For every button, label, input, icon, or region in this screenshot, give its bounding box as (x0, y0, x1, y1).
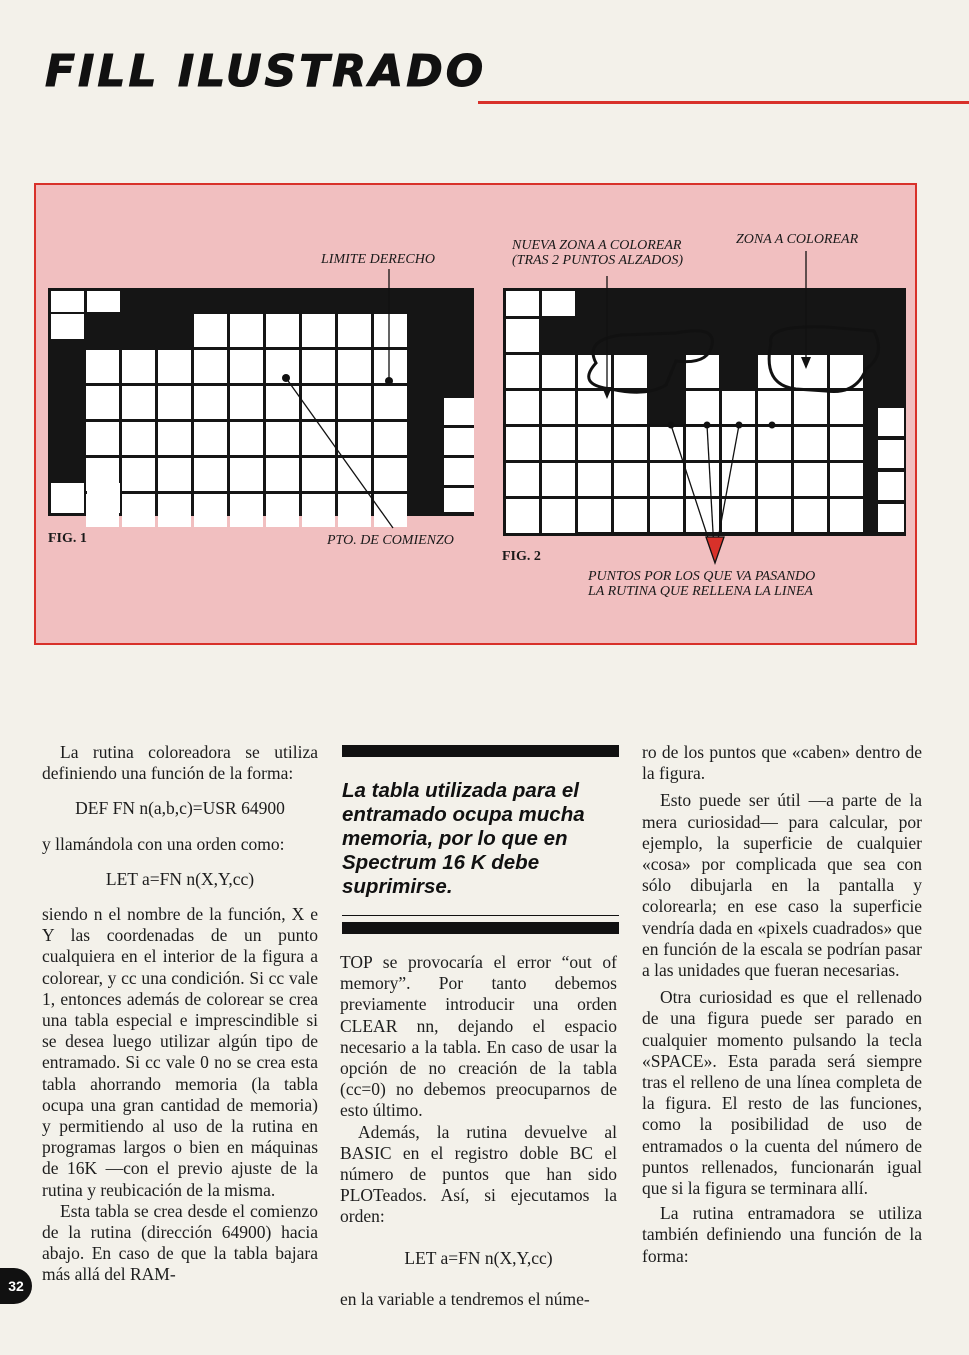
col2-p3: en la variable a tendremos el núme- (340, 1288, 590, 1309)
col3-p1: ro de los puntos que «caben» dentro de la figura. (642, 742, 922, 784)
column-3 (642, 742, 922, 1267)
col3-p4: La rutina entramadora se utiliza también definiendo una función de la forma: (642, 1203, 922, 1266)
column-2 (340, 952, 617, 1310)
col1-code1: DEF FN n(a,b,c)=USR 64900 (75, 798, 285, 819)
fig1-label: FIG. 1 (48, 531, 87, 546)
label-pto-comienzo: PTO. DE COMIENZO (327, 533, 454, 548)
fig2-label: FIG. 2 (502, 549, 541, 564)
quote-top-bar (342, 745, 619, 757)
puntos-arrowhead (706, 537, 724, 563)
col3-p3: Otra curiosidad es que el rellenado de una figura puede ser parado en cualquier momento pulsando la tecla «SPACE». Esta parada será siempre tras el relleno de una línea completa de la figura. El resto de las funciones, como la posibilidad de uso de entramados o la cuenta del número de puntos rellenados, funcionarán igual que si la figura se terminara allí. (642, 987, 922, 1199)
col2-p1: TOP se provocaría el error “out of memory”. Por tanto debemos previamente introducir una orden CLEAR nn, dejando el espacio necesario a la tabla. En caso de usar la opción de no creación de la tabla (cc=0) no debemos preocuparnos de esto último. (340, 952, 617, 1121)
label-zona-colorear: ZONA A COLOREAR (736, 232, 859, 247)
figure-panel (34, 183, 917, 645)
title-rule (478, 101, 969, 104)
col1-p4: Esta tabla se crea desde el comienzo de la rutina (dirección 64900) hacia abajo. En caso de que la tabla bajara más allá del RAM- (42, 1200, 318, 1285)
zona-colorear-outline (769, 327, 878, 392)
page-number: 32 (0, 1268, 32, 1304)
quote-bottom-bar (342, 922, 619, 934)
label-nueva-zona-2: (TRAS 2 PUNTOS ALZADOS) (512, 253, 684, 268)
label-limite-derecho: LIMITE DERECHO (321, 252, 435, 267)
pull-quote: La tabla utilizada para el entramado ocupa mucha memoria, por lo que en Spectrum 16 K debe suprimirse. (342, 779, 585, 898)
col1-code2: LET a=FN n(X,Y,cc) (105, 868, 255, 889)
quote-rule (342, 915, 619, 916)
col1-p3: siendo n el nombre de la función, X e Y las coordenadas de un punto cualquiera en el interior de la figura a colorear, y cc una condición. Si cc vale 1, entonces además de colorear se crea una tabla especial e imprescindible si se desea luego utilizar algún tipo de entramado. Si cc vale 0 no se crea esta tabla ahorrando memoria (la tabla ocupa una gran cantidad de memoria) y permitiendo al uso de la rutina en programas largos o bien en máquinas de 16K —con el previo ajuste de la rutina y reubicación de la misma. (42, 904, 318, 1200)
limite-dot (385, 377, 393, 385)
label-puntos-2: LA RUTINA QUE RELLENA LA LINEA (588, 584, 813, 599)
col2-code: LET a=FN n(X,Y,cc) (404, 1247, 553, 1268)
comienzo-dot (282, 374, 290, 382)
col1-p2: y llamándola con una orden como: (42, 833, 285, 854)
col2-p2: Además, la rutina devuelve al BASIC en el registro doble BC el número de puntos que han sido PLOTeados. Así, si ejecutamos la orden: (340, 1121, 617, 1227)
label-nueva-zona-1: NUEVA ZONA A COLOREAR (512, 238, 682, 253)
label-puntos-1: PUNTOS POR LOS QUE VA PASANDO (588, 569, 816, 584)
figure-annotations (36, 185, 919, 647)
article-title: FILL ILUSTRADO (45, 46, 487, 97)
col3-p2: Esto puede ser útil —a parte de la mera curiosidad— para calcular, por ejemplo, la superficie de cualquier «cosa» por complicada que sea con sólo dibujarla en la pantalla y colorearla; en ese caso la superficie vendría dada en «pixels cuadrados» que en función de la escala se podrían pasar a las unidades que fueran necesarias. (642, 790, 922, 981)
col1-p1: La rutina coloreadora se utiliza definiendo una función de la forma: (42, 742, 318, 784)
comienzo-pointer (286, 378, 393, 528)
column-1 (42, 742, 318, 1286)
